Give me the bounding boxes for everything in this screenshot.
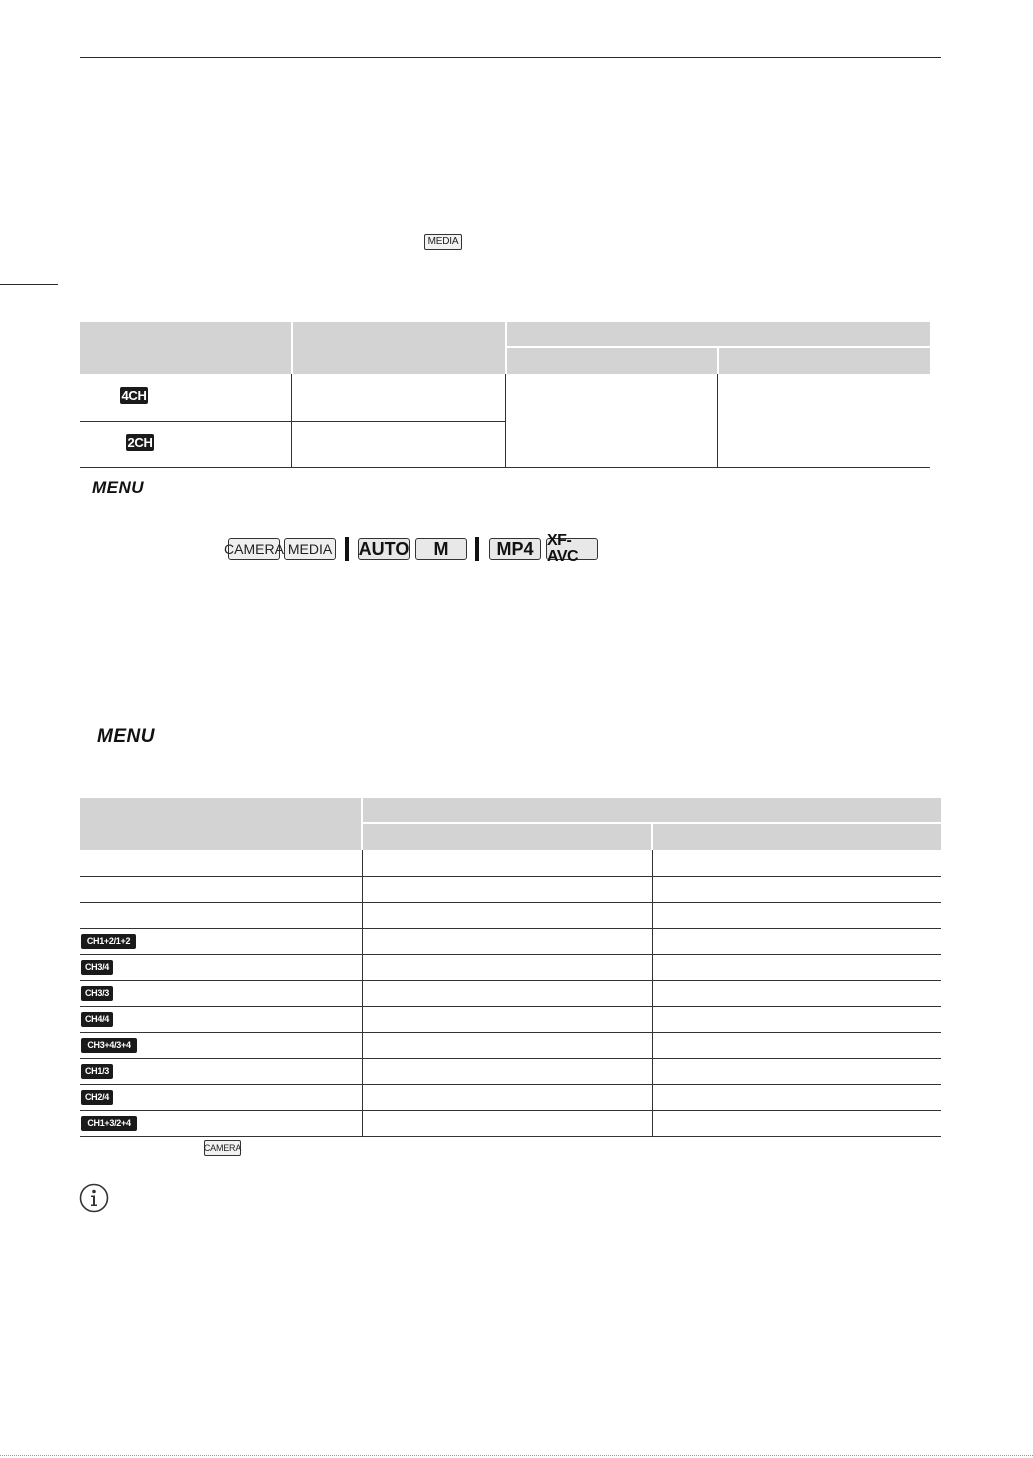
mode-badge-bar <box>224 532 598 565</box>
separator-1 <box>345 537 349 561</box>
auto-mode-badge: AUTO <box>358 539 410 559</box>
ch2-4-icon: CH2/4 <box>81 1090 113 1105</box>
separator-2 <box>475 537 479 561</box>
media-mode-badge: MEDIA <box>424 234 462 250</box>
menu-label-1: MENU <box>92 478 145 497</box>
table1-subheader-b <box>719 348 930 374</box>
channel-table <box>80 322 930 468</box>
xfavc-format-badge: XF-AVC <box>546 538 598 560</box>
table1-header-group <box>507 322 930 346</box>
table1-subheader-a <box>507 348 717 374</box>
ch1-2-1-2-icon: CH1+2/1+2 <box>81 934 136 949</box>
menu-label-2: MENU <box>97 726 155 747</box>
ch1-3-2-4-icon: CH1+3/2+4 <box>81 1116 137 1131</box>
2ch-icon: 2CH <box>127 435 153 450</box>
ch1-3-icon: CH1/3 <box>81 1064 113 1079</box>
table1-header-col1 <box>80 322 291 374</box>
top-rule <box>80 57 941 58</box>
table2-subheader-b <box>653 824 941 850</box>
channel-assignment-table <box>80 798 941 1138</box>
media-mode-badge-large: MEDIA <box>284 538 336 560</box>
camera-mode-badge-small: CAMERA <box>204 1140 241 1156</box>
4ch-icon: 4CH <box>121 388 147 403</box>
ch3-4-icon: CH3/4 <box>81 960 113 975</box>
side-rule <box>0 284 58 285</box>
mp4-format-badge: MP4 <box>489 538 541 560</box>
bottom-rule <box>0 1455 1033 1456</box>
table2-subheader-a <box>363 824 651 850</box>
table2-header-group <box>363 798 941 822</box>
table1-header-col2 <box>293 322 505 374</box>
ch3-4-3-4-icon: CH3+4/3+4 <box>81 1038 137 1053</box>
camera-mode-badge: CAMERA <box>228 538 280 560</box>
manual-mode-badge: M <box>415 538 467 560</box>
table2-header-col1 <box>80 798 361 850</box>
info-icon <box>79 1183 109 1213</box>
ch4-4-icon: CH4/4 <box>81 1012 113 1027</box>
ch3-3-icon: CH3/3 <box>81 986 113 1001</box>
